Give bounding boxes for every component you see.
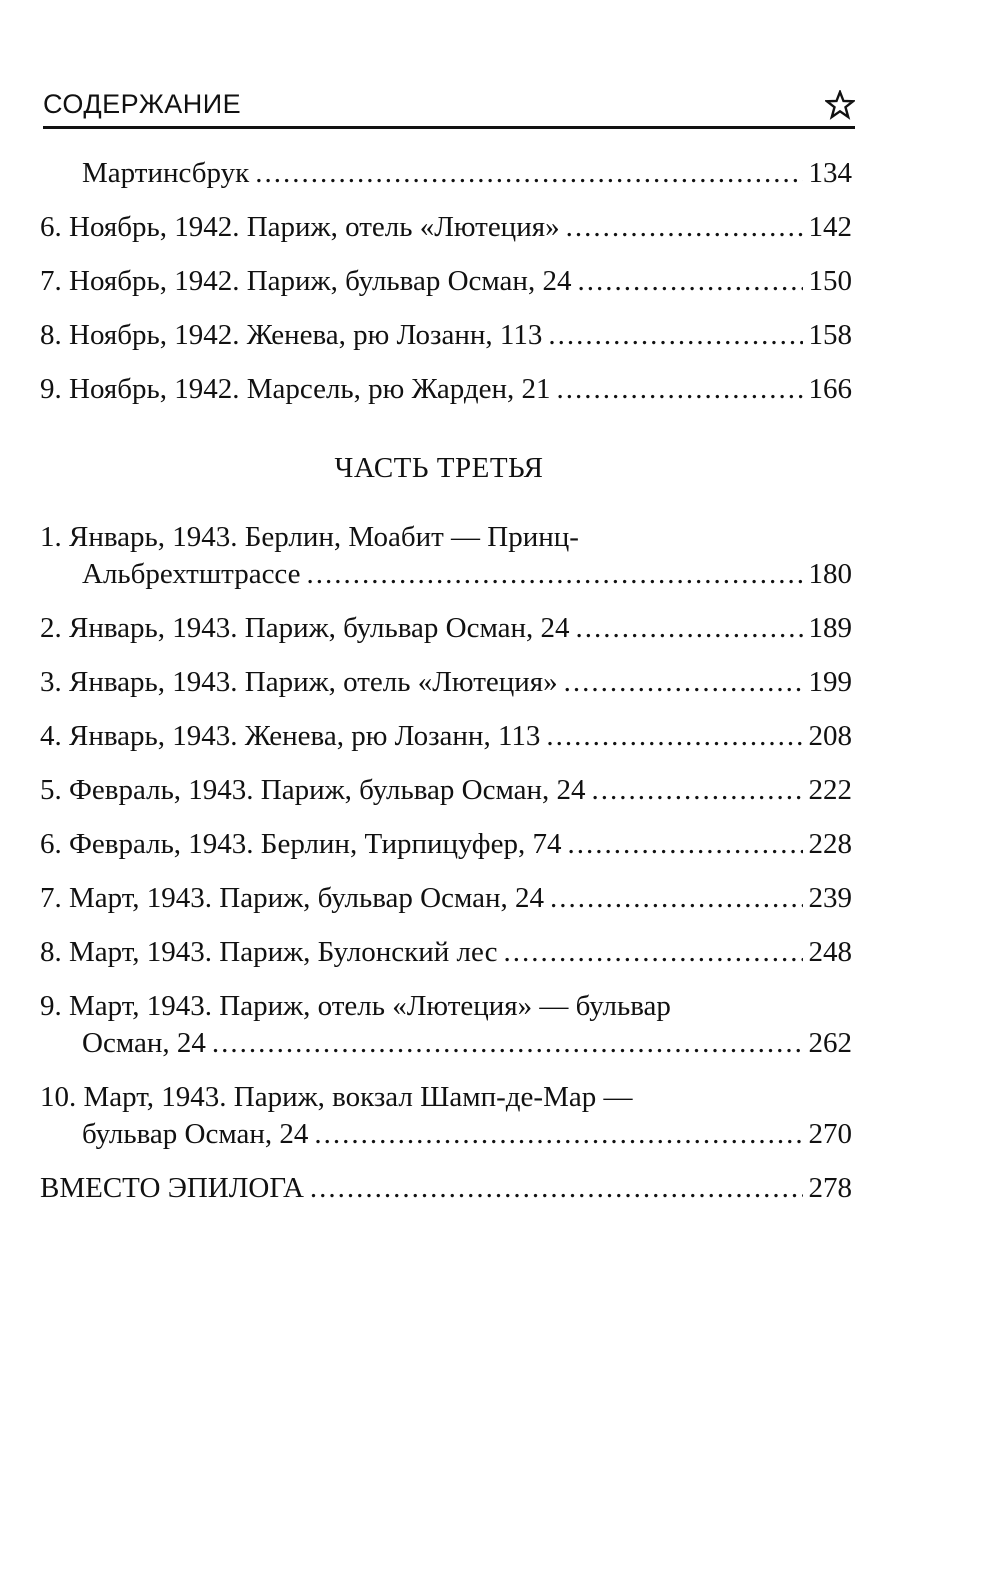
dot-leader — [307, 556, 803, 593]
toc-page-number: 248 — [808, 936, 852, 968]
toc-entry-title: Ноябрь, 1942. Марсель, рю Жарден, 21 — [69, 373, 551, 405]
dot-leader — [566, 209, 803, 246]
dot-leader — [503, 934, 802, 971]
toc-entry-number: 7. — [40, 265, 62, 297]
toc-list-part-three — [40, 519, 852, 1153]
toc-entry — [40, 317, 852, 354]
toc-entry-title: Январь, 1943. Берлин, Моабит — Принц- — [69, 521, 579, 553]
toc-page-number: 180 — [808, 558, 852, 590]
dot-leader — [567, 826, 802, 863]
dot-leader — [255, 155, 802, 192]
toc-entry-line — [40, 519, 852, 556]
toc-page-number: 270 — [808, 1118, 852, 1150]
toc-entry — [40, 610, 852, 647]
dot-leader — [548, 317, 802, 354]
toc-page-number: 208 — [808, 720, 852, 752]
toc-entry-number: 8. — [40, 936, 62, 968]
toc-page-number: 228 — [808, 828, 852, 860]
toc-entry — [40, 209, 852, 246]
toc-entry-title: Январь, 1943. Париж, отель «Лютеция» — [69, 666, 558, 698]
toc-page-number: 222 — [808, 774, 852, 806]
toc-entry-number: 1. — [40, 521, 62, 553]
toc-entry-title: бульвар Осман, 24 — [82, 1118, 309, 1150]
toc-entry-title: Январь, 1943. Париж, бульвар Осман, 24 — [69, 612, 570, 644]
dot-leader — [577, 263, 802, 300]
toc-entry-title: Февраль, 1943. Париж, бульвар Осман, 24 — [69, 774, 586, 806]
toc-page-number: 278 — [808, 1172, 852, 1204]
toc-entry-line — [40, 1170, 852, 1207]
dot-leader — [564, 664, 803, 701]
table-of-contents — [40, 155, 852, 1224]
toc-entry — [40, 718, 852, 755]
toc-entry-line — [40, 155, 852, 192]
toc-entry-title: Март, 1943. Париж, бульвар Осман, 24 — [69, 882, 545, 914]
toc-entry — [40, 826, 852, 863]
toc-entry — [40, 880, 852, 917]
toc-entry-number: 6. — [40, 211, 62, 243]
dot-leader — [592, 772, 803, 809]
dot-leader — [556, 371, 802, 408]
toc-entry-line — [40, 1025, 852, 1062]
toc-entry-line — [40, 718, 852, 755]
star-icon — [825, 90, 855, 120]
toc-page-number: 134 — [808, 157, 852, 189]
toc-entry-line — [40, 988, 852, 1025]
dot-leader — [314, 1116, 802, 1153]
toc-entry-title: ВМЕСТО ЭПИЛОГА — [40, 1172, 304, 1204]
toc-entry-number: 5. — [40, 774, 62, 806]
toc-entry-number: 3. — [40, 666, 62, 698]
running-head — [43, 86, 855, 129]
toc-entry — [40, 934, 852, 971]
toc-entry-line — [40, 610, 852, 647]
toc-page-number: 158 — [808, 319, 852, 351]
toc-entry — [40, 371, 852, 408]
dot-leader — [310, 1170, 803, 1207]
toc-entry-title: Альбрехтштрассе — [82, 558, 301, 590]
toc-entry-number: 9. — [40, 373, 62, 405]
running-head-title: СОДЕРЖАНИЕ — [43, 89, 242, 119]
toc-entry — [40, 155, 852, 192]
dot-leader — [550, 880, 802, 917]
toc-page-number: 239 — [808, 882, 852, 914]
toc-entry — [40, 988, 852, 1062]
dot-leader — [546, 718, 802, 755]
toc-entry-number: 2. — [40, 612, 62, 644]
toc-entry — [40, 772, 852, 809]
dot-leader — [576, 610, 803, 647]
toc-entry-title: Март, 1943. Париж, Булонский лес — [69, 936, 498, 968]
toc-entry-number: 4. — [40, 720, 62, 752]
toc-entry-title: Март, 1943. Париж, вокзал Шамп-де-Мар — — [83, 1081, 633, 1113]
toc-entry-title: Ноябрь, 1942. Париж, отель «Лютеция» — [69, 211, 560, 243]
toc-page-number: 189 — [808, 612, 852, 644]
toc-entry-line — [40, 934, 852, 971]
toc-entry-line — [40, 209, 852, 246]
toc-entry-line — [40, 664, 852, 701]
toc-entry-number: 9. — [40, 990, 62, 1022]
toc-entry-line — [40, 317, 852, 354]
toc-entry-line — [40, 556, 852, 593]
part-heading: ЧАСТЬ ТРЕТЬЯ — [334, 452, 544, 484]
toc-entry-number: 10. — [40, 1081, 77, 1113]
toc-entry-line — [40, 1116, 852, 1153]
toc-entry-title: Март, 1943. Париж, отель «Лютеция» — бульвар — [69, 990, 671, 1022]
toc-list-part-two-continued — [40, 155, 852, 408]
toc-page-number: 166 — [808, 373, 852, 405]
toc-page-number: 262 — [808, 1027, 852, 1059]
toc-page-number: 142 — [808, 211, 852, 243]
toc-entry-number: 8. — [40, 319, 62, 351]
toc-entry-number: 7. — [40, 882, 62, 914]
toc-entry-title: Мартинсбрук — [82, 157, 250, 189]
toc-entry — [40, 1079, 852, 1153]
toc-list-epilogue — [40, 1170, 852, 1207]
toc-entry-line — [40, 371, 852, 408]
toc-entry — [40, 1170, 852, 1207]
toc-page-number: 150 — [808, 265, 852, 297]
toc-entry-line — [40, 826, 852, 863]
toc-entry-title: Ноябрь, 1942. Париж, бульвар Осман, 24 — [69, 265, 572, 297]
toc-entry — [40, 664, 852, 701]
toc-entry-line — [40, 772, 852, 809]
toc-entry — [40, 263, 852, 300]
toc-entry-line — [40, 263, 852, 300]
toc-entry-number: 6. — [40, 828, 62, 860]
toc-entry-line — [40, 880, 852, 917]
toc-entry-title: Февраль, 1943. Берлин, Тирпицуфер, 74 — [69, 828, 562, 860]
toc-entry — [40, 519, 852, 593]
toc-entry-title: Январь, 1943. Женева, рю Лозанн, 113 — [69, 720, 541, 752]
toc-page-number: 199 — [808, 666, 852, 698]
toc-entry-title: Ноябрь, 1942. Женева, рю Лозанн, 113 — [69, 319, 543, 351]
dot-leader — [212, 1025, 803, 1062]
toc-entry-title: Осман, 24 — [82, 1027, 206, 1059]
toc-entry-line — [40, 1079, 852, 1116]
